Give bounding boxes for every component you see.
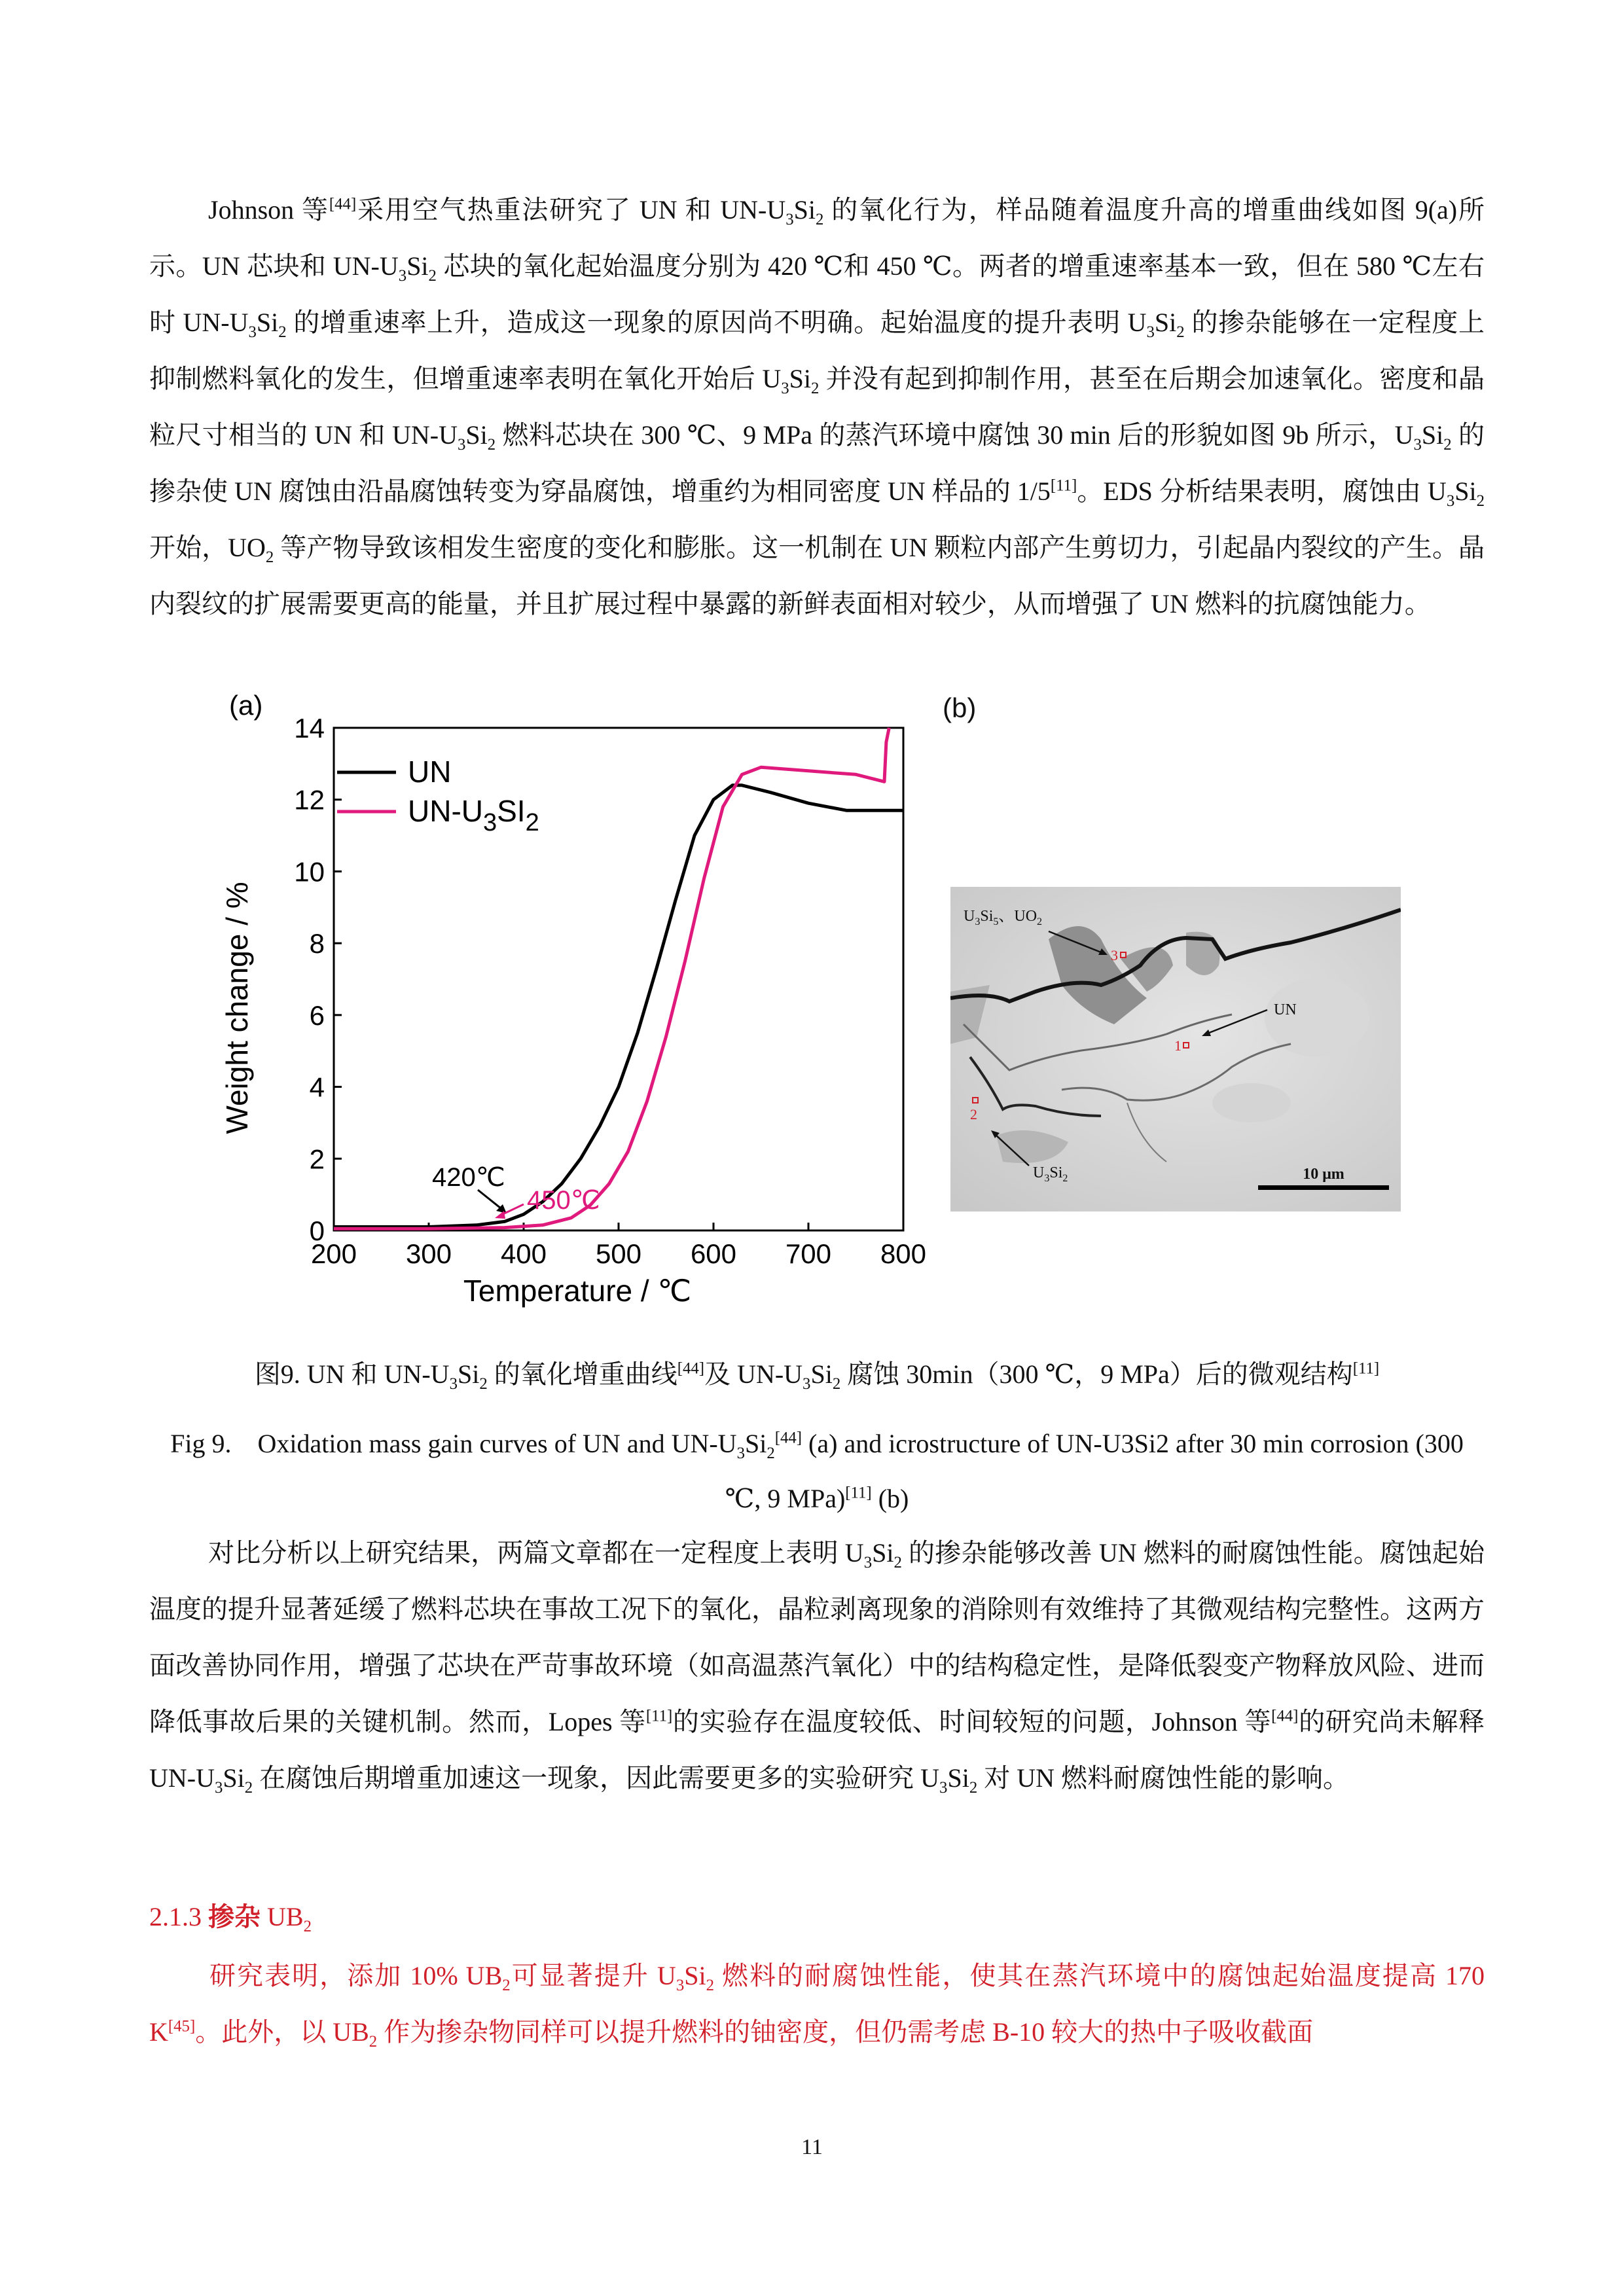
page-number: 11 (801, 2135, 823, 2159)
chart-legend (337, 755, 539, 836)
label-u3si2: $U_3Si_2$ (1033, 1164, 1068, 1184)
paragraph-ub2: 研究表明，添加 10% $UB_2$可显著提升 $U_3Si_2$ 燃料的耐腐蚀性能，使其在蒸汽环境中的腐蚀起始温度提高 170 K[45]。此外，以 $UB_2$ 作为掺杂物同样可以提升燃料的铀密度，但仍需考虑 B-10 较大的热中子吸收截面 (149, 1961, 1485, 2051)
label-u3si5-uo2: $U_3Si_5$、$UO_2$ (964, 908, 1043, 927)
x-tick-label: 500 (595, 1238, 642, 1269)
x-tick-label: 400 (500, 1238, 547, 1269)
x-tick-label: 600 (690, 1238, 737, 1269)
x-tick-label: 200 (310, 1238, 357, 1269)
y-tick-label: 2 (309, 1143, 325, 1175)
svg-text:2: 2 (970, 1106, 977, 1122)
section-heading: 2.1.3 掺杂 $UB_2$ (149, 1902, 312, 1935)
paragraph-comparison: 对比分析以上研究结果，两篇文章都在一定程度上表明 $U_3Si_2$ 的掺杂能够改善 UN 燃料的耐腐蚀性能。腐蚀起始温度的提升显著延缓了燃料芯块在事故工况下的氧化，晶粒剥离现象的消除则有效维持了其微观结构完整性。这两方面改善协同作用，增强了芯块在严苛事故环境（如高温蒸汽氧化）中的结构稳定性，是降低裂变产物释放风险、进而降低事故后果的关键机制。然而，Lopes 等[11]的实验存在温度较低、时间较短的问题，Johnson 等[44]的研究尚未解释 $UN-U_3Si_2$ 在腐蚀后期增重加速这一现象，因此需要更多的实验研究 $U_3Si_2$ 对 UN 燃料耐腐蚀性能的影响。 (149, 1538, 1485, 1797)
svg-text:3: 3 (1111, 947, 1118, 963)
y-axis-label: Weight change / % (220, 882, 254, 1134)
annotation-420 (432, 1163, 507, 1213)
scale-bar (1258, 1185, 1389, 1190)
annotation-450-label: 450℃ (527, 1186, 600, 1215)
y-tick-label: 14 (294, 713, 325, 744)
oxidation-chart (216, 687, 956, 1309)
y-tick-label: 0 (309, 1215, 325, 1246)
series-line-un (334, 785, 903, 1227)
x-tick-label: 300 (405, 1238, 452, 1269)
y-tick-label: 8 (309, 928, 325, 960)
microstructure-image (950, 887, 1401, 1211)
y-tick-label: 6 (309, 999, 325, 1031)
panel-b-label: (b) (943, 692, 977, 723)
y-tick-label: 4 (309, 1071, 325, 1103)
y-tick-label: 10 (294, 856, 325, 888)
y-tick-label: 12 (294, 784, 325, 816)
svg-text:1: 1 (1174, 1037, 1182, 1054)
chart-ticks (294, 713, 926, 1269)
scale-bar-label: 10 μm (1303, 1166, 1344, 1183)
annotation-450 (495, 1186, 600, 1219)
annotation-420-label: 420℃ (432, 1163, 505, 1192)
x-axis-label: Temperature / ℃ (463, 1274, 692, 1308)
legend-label-un-u3si2: $UN-U_3SI_2$ (408, 794, 539, 836)
paragraph-oxidation-study: Johnson 等[44]采用空气热重法研究了 UN 和 $UN-U_3Si_2$ 的氧化行为，样品随着温度升高的增重曲线如图 9(a)所示。UN 芯块和 $UN-U_3Si_2$ 芯块的氧化起始温度分别为 420 ℃和 450 ℃。两者的增重速率基本一致，但在 580 ℃左右时 $UN-U_3Si_2$ 的增重速率上升，造成这一现象的原因尚不明确。起始温度的提升表明 $U_3Si_2$ 的掺杂能够在一定程度上抑制燃料氧化的发生，但增重速率表明在氧化开始后 $U_3Si_2$ 并没有起到抑制作用，甚至在后期会加速氧化。密度和晶粒尺寸相当的 UN 和 $UN-U_3Si_2$ 燃料芯块在 300 ℃、9 MPa 的蒸汽环境中腐蚀 30 min 后的形貌如图 9b 所示，$U_3Si_2$ 的掺杂使 UN 腐蚀由沿晶腐蚀转变为穿晶腐蚀，增重约为相同密度 UN 样品的 1/5[11]。EDS 分析结果表明，腐蚀由 $U_3Si_2$ 开始，$UO_2$ 等产物导致该相发生密度的变化和膨胀。这一机制在 UN 颗粒内部产生剪切力，引起晶内裂纹的产生。晶内裂纹的扩展需要更高的能量，并且扩展过程中暴露的新鲜表面相对较少，从而增强了 UN 燃料的抗腐蚀能力。 (149, 195, 1485, 619)
figure-caption-en: Fig 9. Oxidation mass gain curves of UN and $UN-U_3Si_2[44]$ (a) and icrostructure of UN-U3Si2 after 30 min corrosion (300 ℃, 9 MPa)[11] (b) (170, 1429, 1470, 1513)
label-un: UN (1274, 1001, 1297, 1018)
x-tick-label: 700 (785, 1238, 832, 1269)
x-tick-label: 800 (880, 1238, 927, 1269)
panel-a-label: (a) (229, 690, 263, 721)
legend-label-un: UN (408, 755, 452, 789)
figure-caption-cn: 图9. UN 和 $UN-U_3Si_2$ 的氧化增重曲线[44]及 $UN-U_3Si_2$ 腐蚀 30min（300 ℃，9 MPa）后的微观结构[11] (254, 1359, 1380, 1393)
